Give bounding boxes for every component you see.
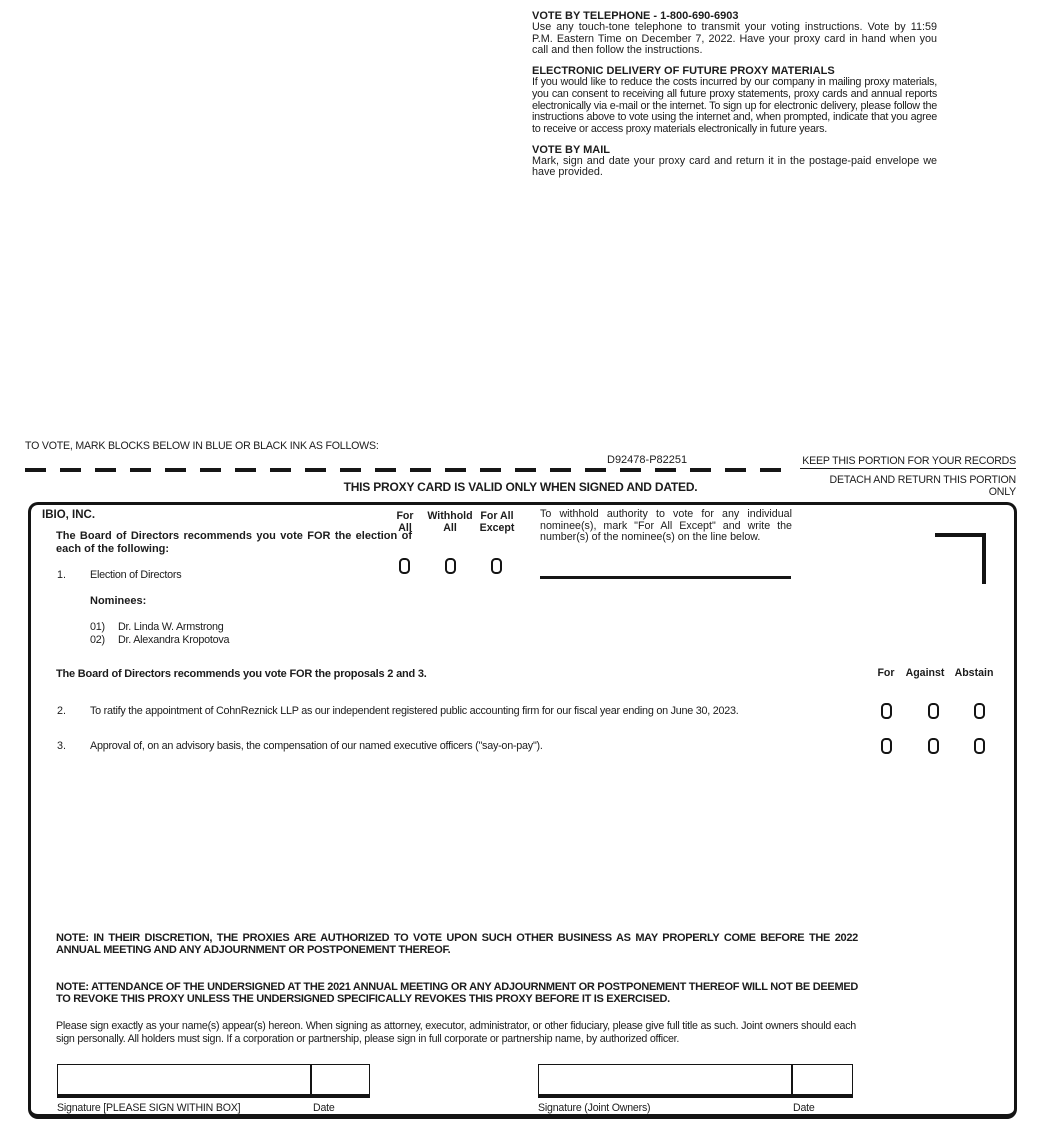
proposal2-text: To ratify the appointment of CohnReznick LLP as our independent registered public accounting firm for our fiscal year ending on June 30, 2023. (90, 705, 739, 717)
column-header-for: For (877, 667, 895, 679)
column-header-for-all-except (472, 511, 522, 534)
checkbox-for-all[interactable] (399, 558, 410, 574)
election-recommendation: The Board of Directors recommends you vote FOR the election of each of the following: (56, 530, 412, 555)
voting-instructions (532, 10, 937, 179)
signature2-label: Signature (Joint Owners) (538, 1102, 651, 1114)
signature1-date-divider (310, 1065, 312, 1094)
keep-portion-label: KEEP THIS PORTION FOR YOUR RECORDS (800, 455, 1016, 469)
dashed-separator-line (25, 468, 793, 472)
note-other-business: NOTE: IN THEIR DISCRETION, THE PROXIES ARE AUTHORIZED TO VOTE UPON SUCH OTHER BUSINESS AS MAY PROPERLY COME BEFORE THE 2022 ANNUAL MEETING AND ANY ADJOURNMENT OR POSTPONEMENT THEREOF. (56, 932, 858, 957)
nominees-label: Nominees: (90, 595, 147, 607)
proposal3-text: Approval of, on an advisory basis, the compensation of our named executive officers ("say-on-pay"). (90, 740, 543, 752)
withhold-instruction: To withhold authority to vote for any individual nominee(s), mark "For All Except" and write the number(s) of the nominee(s) on the line below. (540, 508, 792, 544)
proposal2-number: 2. (57, 705, 67, 717)
sign-instruction: Please sign exactly as your name(s) appear(s) hereon. When signing as attorney, executor, administrator, or other fiduciary, please give full title as such. Joint owners should each sign personally. All holders must sign. If a corporation or partnership, please sign in full corporate or partnership name, by authorized officer. (56, 1020, 856, 1045)
column-header-abstain: Abstain (954, 667, 994, 679)
signature2-date-divider (791, 1065, 793, 1094)
vote-by-mail-title: VOTE BY MAIL (532, 143, 611, 156)
checkbox-p2-against[interactable] (928, 703, 939, 719)
electronic-delivery-title: ELECTRONIC DELIVERY OF FUTURE PROXY MATERIALS (532, 65, 835, 78)
column-header-for-all (388, 511, 422, 534)
column-header-withhold-all (422, 511, 478, 534)
note-attendance: NOTE: ATTENDANCE OF THE UNDERSIGNED AT THE 2021 ANNUAL MEETING OR ANY ADJOURNMENT OR POSTPONEMENT THEREOF WILL NOT BE DEEMED TO REVOKE THIS PROXY UNLESS THE UNDERSIGNED SPECIFICALLY REVOKES THIS PROXY BEFORE IT IS EXERCISED. (56, 981, 858, 1006)
nominee-row (90, 621, 224, 633)
column-header-against: Against (905, 667, 945, 679)
col-withhold-line2: All (443, 521, 457, 534)
signature2-box[interactable] (538, 1064, 853, 1098)
col-except-line1: For All (480, 510, 514, 522)
nominee1-name: Dr. Linda W. Armstrong (118, 621, 224, 633)
nominee-row (90, 634, 229, 646)
item1-label: Election of Directors (90, 569, 182, 581)
proposals-recommendation: The Board of Directors recommends you vote FOR the proposals 2 and 3. (56, 668, 427, 680)
col-for-all-line2: All (398, 521, 412, 534)
proposal3-number: 3. (57, 740, 67, 752)
checkbox-for-all-except[interactable] (491, 558, 502, 574)
signature1-label: Signature [PLEASE SIGN WITHIN BOX] (57, 1102, 241, 1114)
col-withhold-line1: Withhold (427, 510, 473, 522)
vote-by-mail-body: Mark, sign and date your proxy card and return it in the postage-paid envelope we have provided. (532, 154, 937, 179)
checkbox-p3-for[interactable] (881, 738, 892, 754)
checkbox-p2-abstain[interactable] (974, 703, 985, 719)
control-number: D92478-P82251 (607, 454, 688, 466)
col-except-line2: Except (479, 521, 515, 534)
checkbox-p3-abstain[interactable] (974, 738, 985, 754)
checkbox-p2-for[interactable] (881, 703, 892, 719)
electronic-delivery-body: If you would like to reduce the costs incurred by our company in mailing proxy materials, you can consent to receiving all future proxy statements, proxy cards and annual reports electronically via e-mail or the internet. To sign up for electronic delivery, please follow the instructions above to vote using the internet and, when prompted, indicate that you agree to receive or access proxy materials electronically in future years. (532, 76, 937, 135)
corner-bracket-horizontal (935, 533, 986, 537)
item1-number: 1. (57, 569, 67, 581)
checkbox-p3-against[interactable] (928, 738, 939, 754)
date2-label: Date (793, 1102, 815, 1114)
nominee2-num: 02) (90, 634, 105, 646)
vote-by-telephone-title: VOTE BY TELEPHONE - 1-800-690-6903 (532, 10, 739, 22)
company-name: IBIO, INC. (42, 509, 96, 521)
nominee1-num: 01) (90, 621, 105, 633)
mark-blocks-instruction: TO VOTE, MARK BLOCKS BELOW IN BLUE OR BLACK INK AS FOLLOWS: (25, 440, 379, 452)
detach-portion-label: DETACH AND RETURN THIS PORTION ONLY (829, 474, 1016, 498)
corner-bracket-vertical (982, 533, 986, 584)
col-for-all-line1: For (396, 510, 414, 522)
vote-by-telephone-body: Use any touch-tone telephone to transmit your voting instructions. Vote by 11:59 P.M. Eastern Time on December 7, 2022. Have your proxy card in hand when you call and then follow the instructions. (532, 21, 937, 57)
signature1-box[interactable] (57, 1064, 370, 1098)
nominee2-name: Dr. Alexandra Kropotova (118, 634, 230, 646)
valid-when-signed-note: THIS PROXY CARD IS VALID ONLY WHEN SIGNED AND DATED. (343, 480, 698, 494)
date1-label: Date (313, 1102, 335, 1114)
except-writein-line[interactable] (540, 576, 791, 579)
checkbox-withhold-all[interactable] (445, 558, 456, 574)
